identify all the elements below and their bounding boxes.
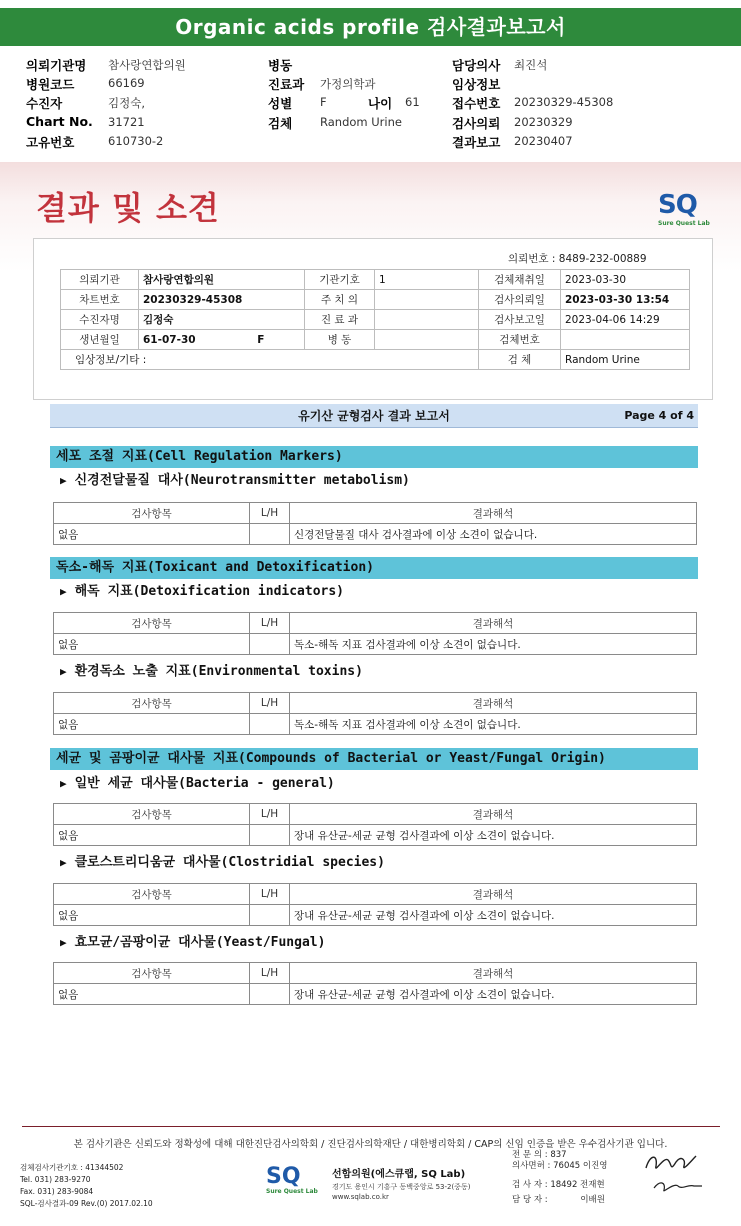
staff-row <box>512 1161 608 1172</box>
info-label: 병동 <box>268 58 293 73</box>
section-header: 세균 및 곰팡이균 대사물 지표(Compounds of Bacterial or Yeast/Fungal Origin) <box>50 748 698 770</box>
section-header: 독소-해독 지표(Toxicant and Detoxification) <box>50 557 698 579</box>
table-row <box>61 290 690 310</box>
column-header: 결과해석 <box>290 613 697 634</box>
patient-value: 1 <box>375 270 479 290</box>
info-value: 참사랑연합의원 <box>108 58 186 72</box>
column-header: L/H <box>250 613 290 634</box>
result-table <box>53 612 697 655</box>
report-header <box>50 404 698 428</box>
staff-value: 이배원 <box>580 1195 605 1205</box>
column-header: L/H <box>250 963 290 984</box>
item-cell: 없음 <box>54 825 250 846</box>
table-header-row <box>54 613 697 634</box>
sex: F <box>257 333 265 346</box>
subsection-header <box>60 663 363 681</box>
lh-cell <box>250 825 290 846</box>
patient-value <box>375 290 479 310</box>
result-table <box>53 962 697 1005</box>
staff-value: 837 <box>550 1150 567 1160</box>
info-label: 의뢰기관명 <box>26 58 87 73</box>
table-row <box>54 634 697 655</box>
patient-value: Random Urine <box>561 350 690 370</box>
table-header-row <box>54 963 697 984</box>
patient-key: 검 체 <box>479 350 561 370</box>
lh-cell <box>250 524 290 545</box>
patient-value: 김정숙 <box>139 310 305 330</box>
interp-cell: 독소-해독 지표 검사결과에 이상 소견이 없습니다. <box>290 634 697 655</box>
info-label: 성별 <box>268 96 293 111</box>
staff-row <box>512 1195 608 1206</box>
item-cell: 없음 <box>54 984 250 1005</box>
staff-list <box>512 1150 608 1206</box>
patient-value <box>561 330 690 350</box>
triangle-icon: ▶ <box>60 856 67 869</box>
signature-icon <box>640 1146 710 1198</box>
lh-cell <box>250 714 290 735</box>
patient-value <box>375 330 479 350</box>
column-header: 결과해석 <box>290 693 697 714</box>
column-header: 결과해석 <box>290 804 697 825</box>
lh-cell <box>250 984 290 1005</box>
column-header: 검사항목 <box>54 963 250 984</box>
info-label: 진료과 <box>268 77 305 92</box>
subsection-header <box>60 934 325 952</box>
info-value: Random Urine <box>320 115 402 129</box>
lh-cell <box>250 634 290 655</box>
subsection-header <box>60 472 410 490</box>
patient-key: 수진자명 <box>61 310 139 330</box>
logo-subtext: Sure Quest Lab <box>658 220 710 227</box>
column-header: 검사항목 <box>54 884 250 905</box>
info-label: 검사의뢰 <box>452 116 501 131</box>
request-number: 의뢰번호 : 8489-232-00889 <box>508 253 647 265</box>
subsection-title: 효모균/곰팡이균 대사물(Yeast/Fungal) <box>74 935 326 950</box>
info-label: 담당의사 <box>452 58 501 73</box>
info-value: 최진석 <box>514 58 548 72</box>
result-table <box>53 883 697 926</box>
report-header-title: 유기산 균형검사 결과 보고서 <box>298 409 450 423</box>
subsection-title: 클로스트리디움균 대사물(Clostridial species) <box>74 855 385 870</box>
patient-value: 2023-03-30 <box>561 270 690 290</box>
column-header: L/H <box>250 884 290 905</box>
page-number: Page 4 of 4 <box>624 409 694 422</box>
column-header: L/H <box>250 693 290 714</box>
patient-value <box>375 310 479 330</box>
info-label: 수진자 <box>26 96 63 111</box>
subsection-title: 일반 세균 대사물(Bacteria - general) <box>74 776 335 791</box>
org-address: 경기도 용인시 기흥구 동백중앙로 53-2(중동) <box>332 1183 471 1191</box>
table-row <box>54 524 697 545</box>
patient-value: 2023-04-06 14:29 <box>561 310 690 330</box>
table-row <box>54 825 697 846</box>
result-table <box>53 502 697 545</box>
column-header: 검사항목 <box>54 613 250 634</box>
patient-key: 생년월일 <box>61 330 139 350</box>
subsection-title: 환경독소 노출 지표(Environmental toxins) <box>74 664 363 679</box>
info-label: 접수번호 <box>452 96 501 111</box>
info-value: 김정숙, <box>108 96 145 110</box>
info-label: 고유번호 <box>26 135 75 150</box>
patient-value <box>139 330 305 350</box>
table-row <box>54 905 697 926</box>
patient-key: 진 료 과 <box>305 310 375 330</box>
info-value: 20230329-45308 <box>514 95 614 109</box>
request-number-label: 의뢰번호 <box>508 253 549 265</box>
item-cell: 없음 <box>54 634 250 655</box>
patient-value: 2023-03-30 13:54 <box>561 290 690 310</box>
lab-tel: Tel. 031) 283-9270 <box>20 1175 91 1184</box>
info-value: F <box>320 95 327 109</box>
column-header: 검사항목 <box>54 804 250 825</box>
org-name: 선함의원(에스큐랩, SQ Lab) <box>332 1169 466 1180</box>
table-header-row <box>54 804 697 825</box>
lab-contact <box>20 1162 153 1210</box>
logo-text: SQ <box>266 1164 301 1189</box>
clinical-info: 임상정보/기타 : <box>61 350 479 370</box>
triangle-icon: ▶ <box>60 585 67 598</box>
interp-cell: 독소-해독 지표 검사결과에 이상 소견이 없습니다. <box>290 714 697 735</box>
triangle-icon: ▶ <box>60 936 67 949</box>
result-table <box>53 692 697 735</box>
patient-key: 주 치 의 <box>305 290 375 310</box>
accreditation-note: 본 검사기관은 신뢰도와 정확성에 대해 대한진단검사의학회 / 진단검사의학재단 / 대한병리학회 / CAP의 신임 인증을 받은 우수검사기관 입니다. <box>73 1139 668 1150</box>
staff-label: 담 당 자 : <box>512 1195 548 1205</box>
info-value: 20230407 <box>514 134 573 148</box>
result-table <box>53 803 697 846</box>
org-web: www.sqlab.co.kr <box>332 1193 389 1201</box>
info-value: 66169 <box>108 76 145 90</box>
item-cell: 없음 <box>54 524 250 545</box>
triangle-icon: ▶ <box>60 474 67 487</box>
patient-key: 의뢰기관 <box>61 270 139 290</box>
column-header: 결과해석 <box>290 503 697 524</box>
info-label: 임상정보 <box>452 77 501 92</box>
lh-cell <box>250 905 290 926</box>
staff-label: 검 사 자 : <box>512 1180 548 1190</box>
subsection-title: 신경전달물질 대사(Neurotransmitter metabolism) <box>74 473 410 488</box>
table-header-row <box>54 693 697 714</box>
table-row <box>61 350 690 370</box>
staff-row <box>512 1180 608 1191</box>
item-cell: 없음 <box>54 905 250 926</box>
patient-key: 병 동 <box>305 330 375 350</box>
table-row <box>61 270 690 290</box>
footer-divider <box>22 1126 720 1127</box>
info-label: 병원코드 <box>26 77 75 92</box>
info-label: Chart No. <box>26 114 93 129</box>
table-row <box>61 330 690 350</box>
result-title: 결과 및 소견 <box>36 189 220 227</box>
birth-date: 61-07-30 <box>143 333 196 346</box>
interp-cell: 장내 유산균-세균 균형 검사결과에 이상 소견이 없습니다. <box>290 984 697 1005</box>
info-value: 20230329 <box>514 115 573 129</box>
table-header-row <box>54 884 697 905</box>
info-value: 가정의학과 <box>320 77 376 91</box>
column-header: L/H <box>250 804 290 825</box>
lab-org <box>332 1168 470 1202</box>
info-label: 결과보고 <box>452 135 501 150</box>
info-label: 검체 <box>268 116 293 131</box>
staff-label: 전 문 의 : <box>512 1150 548 1160</box>
column-header: 검사항목 <box>54 503 250 524</box>
patient-table <box>60 269 690 370</box>
staff-row <box>512 1150 608 1161</box>
info-value: 31721 <box>108 115 145 129</box>
age-value: 61 <box>405 95 420 109</box>
patient-key: 기관기호 <box>305 270 375 290</box>
table-row <box>54 984 697 1005</box>
info-value: 610730-2 <box>108 134 164 148</box>
age-label: 나이 <box>368 96 393 111</box>
patient-key: 검사보고일 <box>479 310 561 330</box>
lab-fax: Fax. 031) 283-9084 <box>20 1187 94 1196</box>
item-cell: 없음 <box>54 714 250 735</box>
patient-key: 검체번호 <box>479 330 561 350</box>
table-header-row <box>54 503 697 524</box>
table-row <box>54 714 697 735</box>
report-title: Organic acids profile 검사결과보고서 <box>0 8 741 46</box>
interp-cell: 신경전달물질 대사 검사결과에 이상 소견이 없습니다. <box>290 524 697 545</box>
patient-key: 검체채취일 <box>479 270 561 290</box>
column-header: 결과해석 <box>290 884 697 905</box>
logo-text: SQ <box>658 190 697 220</box>
patient-value: 참사랑연합의원 <box>139 270 305 290</box>
subsection-header <box>60 854 385 872</box>
form-rev: SQL-검사결과-09 Rev.(0) 2017.02.10 <box>20 1199 153 1208</box>
sq-logo <box>658 192 714 232</box>
staff-value: 18492 전재현 <box>550 1180 605 1190</box>
triangle-icon: ▶ <box>60 665 67 678</box>
lab-code: 검체검사기관기호 : 41344502 <box>20 1163 124 1172</box>
request-number-value: 8489-232-00889 <box>558 253 647 265</box>
interp-cell: 장내 유산균-세균 균형 검사결과에 이상 소견이 없습니다. <box>290 825 697 846</box>
patient-key: 차트번호 <box>61 290 139 310</box>
triangle-icon: ▶ <box>60 777 67 790</box>
staff-value: 76045 이진영 <box>553 1161 608 1171</box>
staff-label: 의사면허 : <box>512 1161 551 1171</box>
patient-key: 검사의뢰일 <box>479 290 561 310</box>
section-header: 세포 조절 지표(Cell Regulation Markers) <box>50 446 698 468</box>
subsection-title: 해독 지표(Detoxification indicators) <box>74 584 345 599</box>
logo-subtext: Sure Quest Lab <box>266 1188 318 1195</box>
footer-logo <box>266 1166 318 1196</box>
patient-value: 20230329-45308 <box>139 290 305 310</box>
table-row <box>61 310 690 330</box>
subsection-header <box>60 775 335 793</box>
column-header: 검사항목 <box>54 693 250 714</box>
subsection-header <box>60 583 344 601</box>
interp-cell: 장내 유산균-세균 균형 검사결과에 이상 소견이 없습니다. <box>290 905 697 926</box>
column-header: L/H <box>250 503 290 524</box>
column-header: 결과해석 <box>290 963 697 984</box>
